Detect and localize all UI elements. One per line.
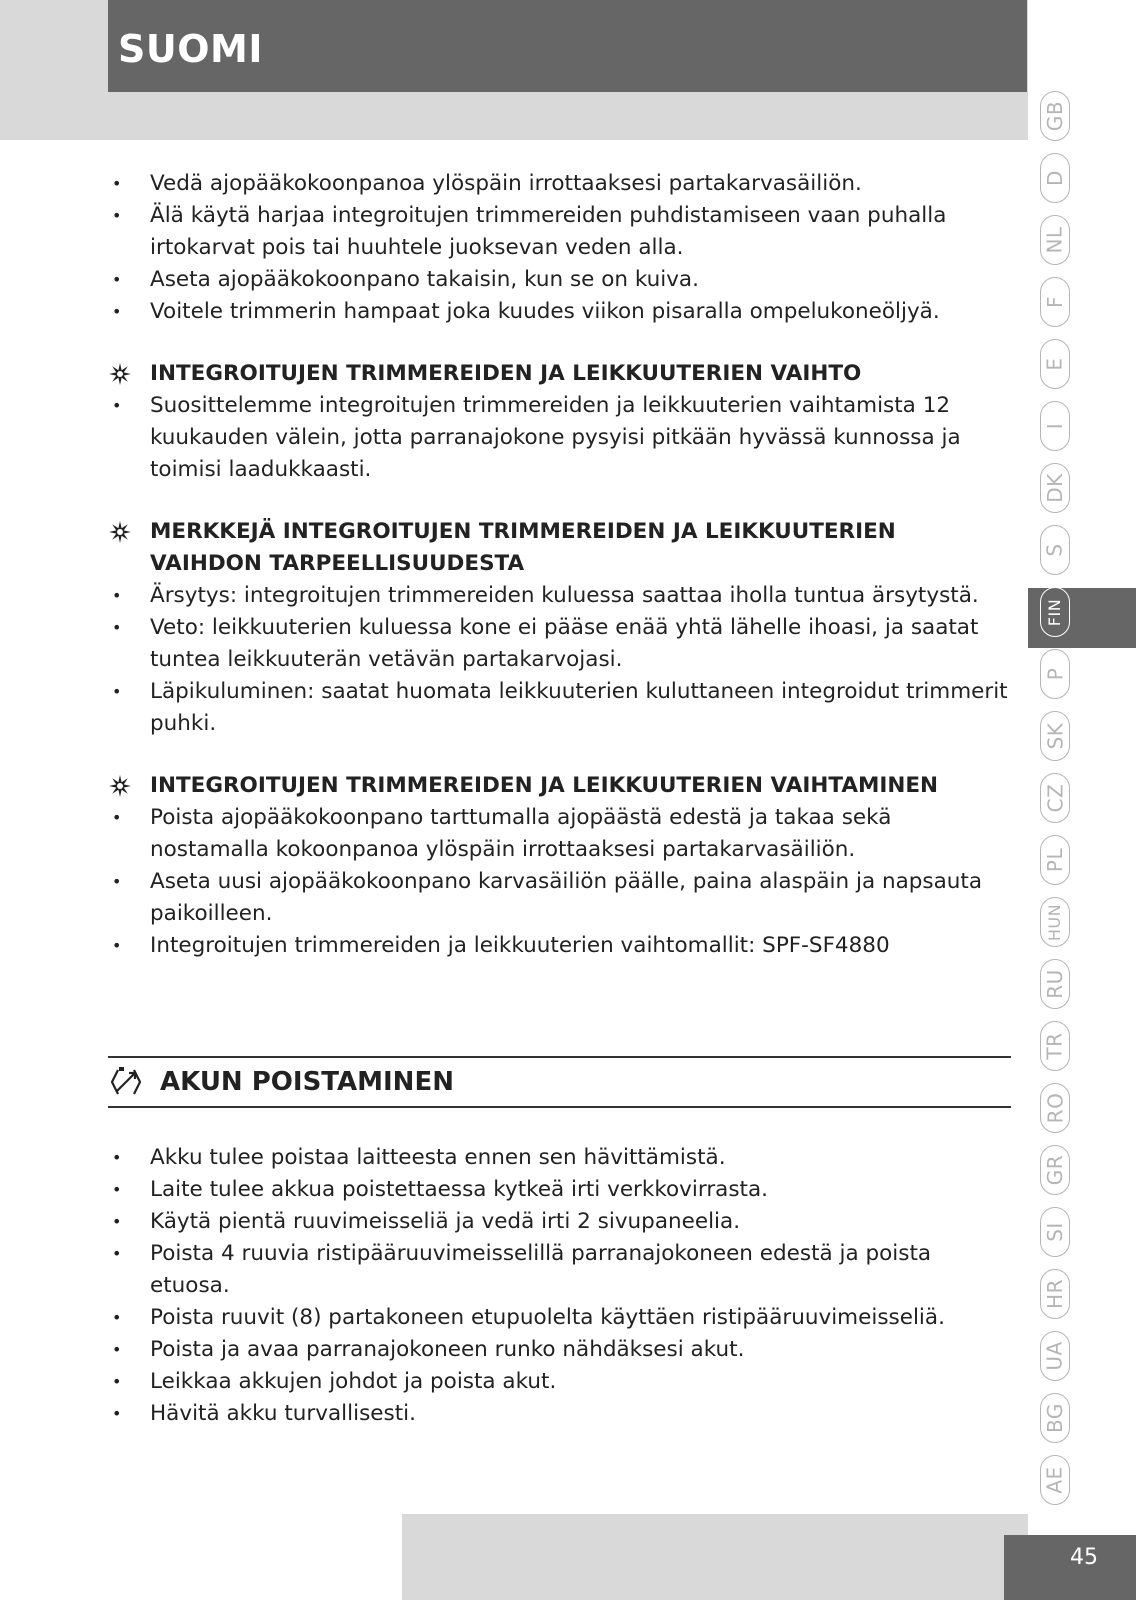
section-signs [108,516,1008,740]
language-tab-label: PL [1042,847,1067,873]
language-tab-hr[interactable] [1037,1266,1073,1322]
language-tab-oval [1040,1269,1070,1319]
language-tab-oval [1040,711,1070,761]
list-item: • Käytä pientä ruuvimeisseliä ja vedä irti 2 sivupaneelia. [108,1206,1008,1238]
list-item: • Ärsytys: integroitujen trimmereiden kuluessa saattaa iholla tuntua ärsytystä. [108,580,1008,612]
language-tab-s[interactable] [1037,522,1073,578]
language-tab-label: DK [1043,473,1068,503]
language-tab-label: HR [1043,1279,1067,1309]
divider [108,1106,1011,1108]
main-content [108,168,1008,962]
page-title: SUOMI [118,27,263,71]
language-tab-label: NL [1042,226,1067,254]
battery-list [108,1142,1008,1430]
list-item: • Leikkaa akkujen johdot ja poista akut. [108,1366,1008,1398]
language-tab-oval [1040,1393,1070,1443]
language-tab-ro[interactable] [1037,1080,1073,1136]
list-item: • Poista ajopääkokoonpano tarttumalla ajopäästä edestä ja takaa sekä nostamalla kokoonpanoa ylöspäin irrottaaksesi partakarvasäiliön. [108,802,1008,866]
language-tab-label: I [1043,422,1067,430]
language-tab-tr[interactable] [1037,1018,1073,1074]
list-item: • Hävitä akku turvallisesti. [108,1398,1008,1430]
language-tab-pl[interactable] [1037,832,1073,888]
language-tab-ru[interactable] [1037,956,1073,1012]
list-item: • Voitele trimmerin hampaat joka kuudes viikon pisaralla ompelukoneöljyä. [108,296,1008,328]
language-tab-oval [1040,525,1070,575]
language-tab-label: RU [1043,969,1068,999]
language-tab-p[interactable] [1037,646,1073,702]
language-tab-oval [1040,959,1070,1009]
battery-section [108,1142,1008,1430]
language-tab-label: HUN [1045,903,1065,941]
section-heading [108,358,1008,390]
language-tab-e[interactable] [1037,336,1073,392]
language-tab-oval [1040,1145,1070,1195]
language-tab-label: F [1042,295,1067,309]
section-heading-text: INTEGROITUJEN TRIMMEREIDEN JA LEIKKUUTERIEN VAIHTO [150,361,862,386]
language-tab-d[interactable] [1037,150,1073,206]
language-tab-i[interactable] [1037,398,1073,454]
section-list [108,802,1008,962]
language-tab-fin[interactable] [1037,584,1073,640]
language-tabs [1026,88,1086,1538]
language-tab-label: E [1042,357,1067,371]
star-icon [108,520,132,544]
language-tab-label: FIN [1045,598,1065,626]
section-list [108,580,1008,740]
language-tab-label: D [1043,170,1067,186]
language-tab-oval [1040,1455,1070,1505]
list-item: • Integroitujen trimmereiden ja leikkuuterien vaihtomallit: SPF-SF4880 [108,930,1008,962]
battery-recycle-icon [108,1064,144,1100]
language-tab-oval [1040,401,1070,451]
language-tab-oval [1040,1331,1070,1381]
language-tab-nl[interactable] [1037,212,1073,268]
language-tab-oval [1040,463,1070,513]
language-tab-label: RO [1043,1092,1068,1124]
footer-band [402,1514,1028,1600]
language-tab-oval [1040,215,1070,265]
list-item: • Älä käytä harjaa integroitujen trimmereiden puhdistamiseen vaan puhalla irtokarvat pois tai huuhtele juoksevan veden alla. [108,200,1008,264]
intro-list [108,168,1008,328]
language-tab-oval [1040,1207,1070,1257]
list-item: • Poista ja avaa parranajokoneen runko nähdäksesi akut. [108,1334,1008,1366]
language-tab-hun[interactable] [1037,894,1073,950]
section-heading [108,770,1008,802]
section-replacing [108,770,1008,962]
language-tab-oval [1040,773,1070,823]
list-item: • Vedä ajopääkokoonpanoa ylöspäin irrottaaksesi partakarvasäiliön. [108,168,1008,200]
language-tab-label: TR [1043,1032,1067,1060]
language-tab-gr[interactable] [1037,1142,1073,1198]
language-tab-cz[interactable] [1037,770,1073,826]
language-tab-oval [1040,649,1070,699]
language-tab-sk[interactable] [1037,708,1073,764]
battery-heading-block [108,1056,1011,1108]
language-tab-oval [1040,1021,1070,1071]
language-tab-label: GB [1043,100,1067,132]
language-tab-label: UA [1043,1341,1068,1371]
language-tab-bg[interactable] [1037,1390,1073,1446]
language-tab-label: P [1043,667,1067,681]
star-icon [108,362,132,386]
language-tab-f[interactable] [1037,274,1073,330]
list-item: • Laite tulee akkua poistettaessa kytkeä irti verkkovirrasta. [108,1174,1008,1206]
language-tab-label: CZ [1043,783,1068,813]
section-heading-text: MERKKEJÄ INTEGROITUJEN TRIMMEREIDEN JA LEIKKUUTERIEN VAIHDON TARPEELLISUUDESTA [150,519,896,576]
list-item: • Läpikuluminen: saatat huomata leikkuuterien kuluttaneen integroidut trimmerit puhki. [108,676,1008,740]
language-tab-label: SI [1043,1222,1067,1242]
section-heading [108,516,1008,580]
language-tab-gb[interactable] [1037,88,1073,144]
language-tab-dk[interactable] [1037,460,1073,516]
page-number: 45 [1070,1545,1098,1570]
language-tab-oval [1040,91,1070,141]
section-replacement [108,358,1008,486]
list-item: • Poista 4 ruuvia ristipääruuvimeisselillä parranajokoneen edestä ja poista etuosa. [108,1238,1008,1302]
language-tab-oval [1040,153,1070,203]
language-tab-label: GR [1043,1154,1067,1186]
language-tab-label: BG [1043,1403,1067,1433]
language-tab-oval [1040,835,1070,885]
language-tab-ae[interactable] [1037,1452,1073,1508]
language-tab-oval [1040,897,1070,947]
language-tab-si[interactable] [1037,1204,1073,1260]
language-tab-oval [1040,1083,1070,1133]
language-tab-oval [1040,339,1070,389]
list-item: • Aseta ajopääkokoonpano takaisin, kun se on kuiva. [108,264,1008,296]
language-tab-label: S [1042,543,1067,557]
language-tab-label: AE [1042,1466,1067,1494]
list-item: • Aseta uusi ajopääkokoonpano karvasäiliön päälle, paina alaspäin ja napsauta paikoilleen. [108,866,1008,930]
list-item: • Veto: leikkuuterien kuluessa kone ei pääse enää yhtä lähelle ihoasi, ja saatat tuntea leikkuuterän vetävän partakarvojasi. [108,612,1008,676]
section-list [108,390,1008,486]
section-heading-text: INTEGROITUJEN TRIMMEREIDEN JA LEIKKUUTERIEN VAIHTAMINEN [150,773,939,798]
list-item: • Suosittelemme integroitujen trimmereiden ja leikkuuterien vaihtamista 12 kuukauden välein, jotta parranajokone pysyisi pitkään hyvässä kunnossa ja toimisi laadukkaasti. [108,390,1008,486]
battery-heading-text: AKUN POISTAMINEN [160,1067,454,1097]
battery-heading [108,1058,1011,1106]
language-tab-label: SK [1043,722,1067,750]
language-tab-oval [1040,587,1070,637]
star-icon [108,774,132,798]
list-item: • Poista ruuvit (8) partakoneen etupuolelta käyttäen ristipääruuvimeisseliä. [108,1302,1008,1334]
list-item: • Akku tulee poistaa laitteesta ennen sen hävittämistä. [108,1142,1008,1174]
language-tab-ua[interactable] [1037,1328,1073,1384]
language-tab-oval [1040,277,1070,327]
